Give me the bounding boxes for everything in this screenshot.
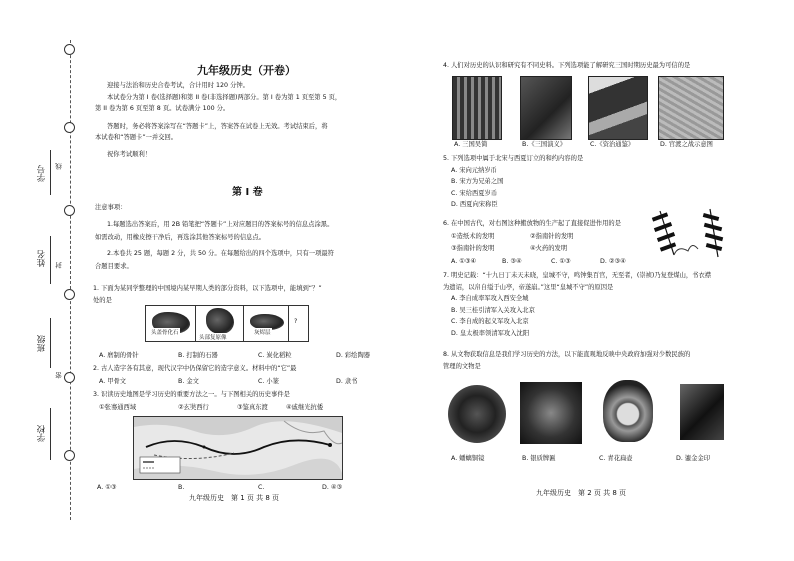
question-6-stem: 6. 在中国古代，对右图这种搬放物的生产起了直接促进作用的是	[443, 220, 622, 227]
question-stem: 管理的文物是	[443, 362, 481, 370]
student-number-line[interactable]	[50, 150, 51, 195]
answer-option[interactable]: B. 宋方为兄弟之国	[451, 178, 504, 185]
binding-hole	[64, 289, 75, 300]
romance-book-image	[520, 76, 572, 140]
firecracker-rocket-image	[648, 205, 730, 265]
school-line[interactable]	[50, 408, 51, 460]
route-map-drawing	[134, 417, 342, 479]
school-label: 学校	[37, 425, 47, 442]
silver-plaque-image	[520, 382, 582, 444]
intro-line: 迎接与法治和历史合卷考试，合计用时 120 分钟。	[107, 82, 249, 89]
gold-seal-image	[680, 384, 724, 440]
notes-block	[95, 202, 405, 273]
intro-line: 祝你考试顺利！	[107, 150, 152, 158]
event-option: ②玄奘西行	[178, 404, 209, 411]
intro-line: 第 II 卷为第 6 页至第 8 页。试卷满分 100 分。	[95, 105, 230, 112]
image-caption[interactable]: C. 青花扁壶	[599, 455, 633, 462]
answer-option[interactable]: C.	[258, 484, 265, 491]
unknown-mark: ?	[294, 318, 298, 325]
answer-option[interactable]: B. ③④	[502, 258, 522, 265]
class-line[interactable]	[50, 318, 51, 368]
figure-label: 头盖骨化石	[151, 330, 179, 336]
binding-hole	[64, 122, 75, 133]
invention-option: ①造纸术的发明	[451, 233, 495, 240]
binding-hole	[64, 205, 75, 216]
answer-option[interactable]: A. 李自成率军攻入西安全城	[451, 295, 529, 302]
image-caption[interactable]: C.《资治通鉴》	[590, 141, 635, 148]
event-option: ①张骞通西域	[99, 404, 137, 411]
note-line: 1.每题选出答案后，用 2B 铅笔把“答题卡”上对应题目的答案标号的信息点涂黑。	[107, 220, 334, 228]
page-footer: 九年级历史 第 1 页 共 8 页	[189, 494, 280, 502]
binding-hole	[64, 372, 75, 383]
notes-title: 注意事项：	[95, 204, 127, 211]
binding-hole	[64, 44, 75, 55]
question-5	[443, 153, 583, 211]
head-restoration-image	[206, 308, 234, 334]
invention-option: ④火药的发明	[530, 245, 568, 252]
answer-option[interactable]: A. ①③	[97, 484, 117, 491]
answer-option[interactable]: A. 磨制的骨针	[99, 352, 139, 359]
exam-intro	[95, 80, 405, 160]
student-name-line[interactable]	[50, 236, 51, 284]
image-caption[interactable]: A. 三国吴简	[454, 141, 488, 148]
answer-option[interactable]: D. 彩绘陶器	[336, 352, 371, 359]
answer-option[interactable]: A. ①③④	[451, 258, 477, 265]
image-caption[interactable]: D. 鎏金金印	[676, 455, 711, 462]
answer-option[interactable]: C. 炭化稻粒	[258, 352, 292, 359]
answer-option[interactable]: B. 吴三桂引清军入关攻入北京	[451, 306, 535, 314]
answer-option[interactable]: A. 宋向元纳岁币	[451, 166, 497, 174]
image-caption[interactable]: A. 蟠螭铜镜	[451, 455, 485, 462]
blue-white-flask-image	[603, 380, 653, 442]
image-caption[interactable]: B. 银质牌匾	[522, 455, 556, 462]
question-stem: 5. 下列选项中属于北宋与西夏订立的和约内容的是	[443, 155, 584, 162]
event-option: ③鉴真东渡	[237, 404, 268, 411]
exam-title: 九年级历史（开卷）	[197, 64, 296, 77]
answer-option[interactable]: D. ④③	[322, 484, 343, 491]
bronze-mirror-image	[448, 385, 506, 443]
figure-label: 头部复原像	[199, 335, 227, 341]
wu-bamboo-slips-image	[452, 76, 502, 140]
seal-mark: 密	[55, 372, 63, 379]
answer-option[interactable]: B. 金文	[178, 378, 199, 385]
question-stem: 1. 下面为某同学整理的中国境内某早期人类的部分资料，以下选项中，能填到“？”	[93, 285, 322, 292]
image-caption[interactable]: B.《三国演义》	[522, 141, 567, 148]
invention-option: ②指南针的发明	[530, 233, 574, 240]
question-3-stem: 3. 识读历史地图是学习历史的重要方法之一。与下图相关的历史事件是	[93, 391, 290, 398]
figure-label: 灰烬层	[254, 330, 271, 336]
answer-option[interactable]: C. 宋给西夏岁币	[451, 189, 498, 197]
answer-option[interactable]: B.	[178, 484, 185, 491]
binding-hole	[64, 450, 75, 461]
question-1	[93, 283, 408, 306]
seal-mark: 封	[55, 262, 63, 269]
seal-mark: 线	[55, 163, 63, 170]
intro-line: 本试卷分为第 I 卷(选择题)和第 II 卷(非选择题)两部分。第 I 卷为第 1 页至第 5 页，	[107, 93, 342, 101]
answer-option[interactable]: D. ②③④	[600, 258, 626, 265]
answer-option[interactable]: A. 甲骨文	[99, 378, 127, 385]
q1-figure-table	[145, 305, 309, 342]
answer-option[interactable]: C. ①③	[551, 258, 571, 265]
route-map	[133, 416, 343, 480]
question-stem: 处的是	[93, 296, 112, 304]
student-number-label: 学号	[37, 165, 47, 182]
intro-line: 答题时，务必将答案涂写在“答题卡”上，答案答在试卷上无效。考试结束后，将	[107, 122, 328, 130]
question-4-stem: 4. 人们对历史的认识和研究有不同史料。下列选项能了解研究三国时期历史最为可信的是	[443, 62, 691, 69]
note-line: 2.本卷共 25 题，每题 2 分，共 50 分。在每题给出的四个选项中，只有一项最符	[107, 249, 334, 257]
note-line: 合题目要求。	[95, 263, 133, 270]
answer-option[interactable]: B. 打制的石器	[178, 352, 218, 359]
question-7	[443, 270, 711, 339]
intro-line: 本试卷和“答题卡”一并交回。	[95, 134, 178, 141]
student-name-label: 姓名	[37, 250, 47, 267]
class-label: 班级	[37, 335, 47, 352]
answer-option[interactable]: C. 小篆	[258, 378, 279, 385]
answer-option[interactable]: D. 西夏向宋称臣	[451, 201, 498, 208]
guandu-battle-map-image	[658, 76, 724, 140]
fold-dashed-line	[70, 40, 71, 520]
answer-option[interactable]: D. 皇太极率领清军攻入沈阳	[451, 329, 530, 337]
question-stem: 为遗诏，以帛自缢于山亭，帝遂崩。”这里“皇城不守”的原因是	[443, 283, 614, 291]
question-8	[443, 349, 690, 372]
note-line: 如需改动，用橡皮擦干净后，再选涂其他答案标号的信息点。	[95, 234, 266, 241]
section-title: 第 I 卷	[232, 187, 263, 198]
image-caption[interactable]: D. 官渡之战示意图	[660, 141, 713, 148]
answer-option[interactable]: D. 隶书	[336, 378, 358, 385]
question-2-stem: 2. 古人造字各有其意，现代汉字中仍保留它的造字意义。材料中的“它”最	[93, 365, 297, 372]
page-footer: 九年级历史 第 2 页 共 8 页	[536, 489, 627, 497]
invention-option: ③指南针的发明	[451, 245, 495, 252]
answer-option[interactable]: C. 李自成的起义军攻入北京	[451, 318, 529, 325]
question-stem: 7. 明史记载：“十九日丁未天未晓，皇城不守，鸣钟集百官，无至者，(崇祯)乃复登煤山，书衣襟	[443, 272, 712, 279]
question-stem: 8. 从文物获取信息是我们学习历史的方法，以下能直观地反映中央政府加强对少数民族的	[443, 351, 691, 358]
event-option: ④戚继光抗倭	[286, 404, 324, 411]
zizhi-tongjian-image	[588, 76, 648, 140]
